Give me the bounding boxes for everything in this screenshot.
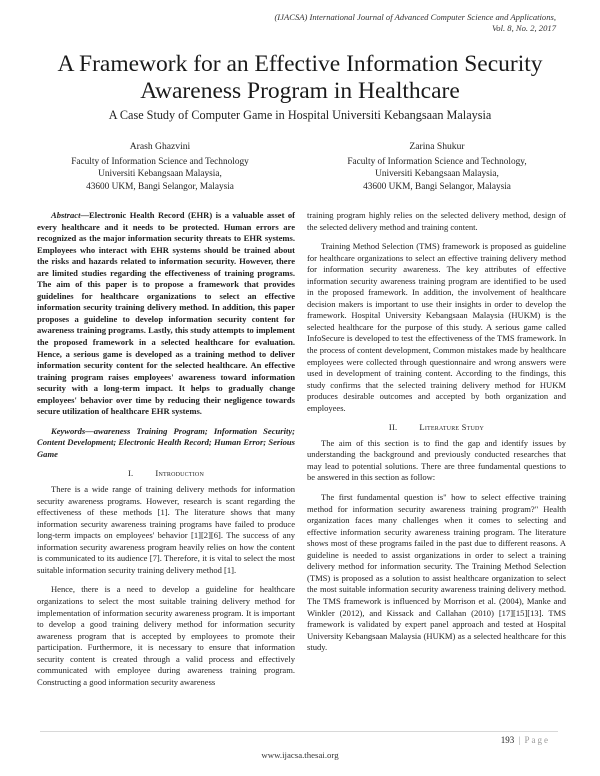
paragraph: The aim of this section is to find the gap and identify issues by understanding the background and previously conducted researches that may lead to potential solutions. There are three fundamental questions to be answered in this section as follow:: [307, 437, 566, 483]
author-affiliation: 43600 UKM, Bangi Selangor, Malaysia: [363, 181, 511, 192]
paragraph: The first fundamental question is" how to select effective training method for information security awareness training program?" Health organization faces many challenges when it comes to selecting and effective information security awareness training program. The literature shows most of these programs failed in the past due to different reasons. A guideline is needed to assist organizations in order to select a training delivery method for information security. The Training Method Selection (TMS) is proposed as a solution to assist healthcare organization to select the most suitable information security awareness training delivery method. The TMS framework is influenced by Morrison et al. (2004), Manke and Winkler (2012), and Kissack and Callahan (2010) [17][15][13]. TMS framework is validated by expert panel approach and tested at Hospital University Kebangsaan Malaysia (HUKM) as a selected healthcare for this study.: [307, 492, 566, 653]
abstract-dash: —: [80, 210, 89, 220]
author-name: Zarina Shukur: [409, 141, 465, 152]
footer-divider: [40, 731, 558, 732]
paper-title: [0, 51, 600, 105]
paragraph: Hence, there is a need to develop a guideline for healthcare organizations to select the most suitable training delivery method for implementation of information security awareness program. It is important to develop a good training delivery method for information security awareness program that is accepted by employees to promote their participation. Furthermore, it is necessary to ensure that information security content is created through a valid process and effectively communicated with employee during awareness training program. Constructing a good information security awareness: [37, 584, 295, 687]
section-number: I.: [127, 468, 134, 479]
running-header: [136, 12, 556, 34]
journal-name: (IJACSA) International Journal of Advanced Computer Science and Applications,: [274, 12, 556, 22]
paragraph: There is a wide range of training delivery methods for information security awareness programs. However, research is scant regarding the effectiveness of these methods [1]. The literature shows that many information security awareness training programs have failed to produce long-term impacts on employees' behavior [1][2][6]. The success of any information security awareness program heavily relies on how the content is communicated to its audience [7]. Therefore, it is vital to select the most suitable information security training delivery method [1].: [37, 484, 295, 575]
abstract-text: Electronic Health Record (EHR) is a valuable asset of every healthcare and it needs to be protected. Human errors are recognized as the major information security threats to EHR systems. Employees who interact with EHR systems should be trained about the risks and hazards related to information security. However, there are limited studies regarding the effectiveness of training programs. The aim of this paper is to propose a framework that provides guidelines for healthcare organizations to select an effective information security training delivery method. In addition, this paper proposes a guideline to develop information security content for awareness training programs. Lastly, this study attempts to implement the proposed framework in a selected healthcare for evaluation. Hence, a serious game is developed as a training method to deliver information security content for the selected healthcare. An effective training program raises employees' awareness toward information security with a long-term impact. It helps to gradually change employees' behavior over time by reducing their negligence towards secure utilization of healthcare EHR systems.: [37, 210, 295, 417]
author-affiliation: Universiti Kebangsaan Malaysia,: [375, 169, 499, 180]
abstract: [37, 210, 295, 418]
paper-subtitle: A Case Study of Computer Game in Hospital Universiti Kebangsaan Malaysia: [108, 108, 492, 122]
keywords: Keywords—awareness Training Program; Information Security; Content Development; Electronic Health Record; Human Error; Serious Game: [37, 425, 295, 459]
author-block-1: [25, 141, 295, 193]
journal-volume: Vol. 8, No. 2, 2017: [492, 23, 556, 33]
paragraph: Training Method Selection (TMS) framework is proposed as guideline for healthcare organizations to select an effective training delivery method for information security awareness. The key attributes of effective information security awareness training program are identified to be used in the proposed framework. In addition, the involvement of healthcare decision makers is important to use their insights in order to develop the framework. Hospital University Kebangsaan Malaysia (HUKM) is the selected healthcare for the purpose of this study. A serious game called InfoSecure is developed to test the effectiveness of the TMS framework. In the process of content development, Common mistakes made by healthcare employees were collected through questionnaire and wrong answers were used in development of training content. According to the findings, this study confirms that the selected training delivery method for HUKM produces desirable outcomes and accepted by both organization and employees.: [307, 241, 566, 413]
abstract-label: Abstract: [51, 210, 81, 220]
author-affiliation: Faculty of Information Science and Technology,: [347, 157, 527, 168]
author-affiliation: 43600 UKM, Bangi Selangor, Malaysia: [86, 181, 234, 192]
section-title: Literature Study: [419, 422, 485, 433]
page-separator: |: [518, 735, 521, 745]
author-block-2: [302, 141, 572, 193]
section-number: II.: [388, 422, 398, 433]
paragraph: training program highly relies on the selected delivery method, design of the selected delivery method and training content.: [307, 210, 566, 232]
author-affiliation: Universiti Kebangsaan Malaysia,: [98, 169, 222, 180]
footer-url[interactable]: www.ijacsa.thesai.org: [261, 750, 339, 760]
section-heading-literature-study: [307, 422, 566, 434]
page-label: Page: [524, 735, 550, 745]
right-column: [307, 210, 566, 662]
title-line-2: Awareness Program in Healthcare: [140, 78, 460, 104]
section-heading-introduction: [37, 468, 295, 480]
page-number-value: 193: [500, 735, 515, 745]
author-name: Arash Ghazvini: [129, 141, 191, 152]
section-title: Introduction: [155, 468, 204, 479]
page-number: [501, 735, 550, 745]
title-line-1: A Framework for an Effective Information Security: [57, 51, 543, 77]
left-column: [37, 210, 295, 696]
author-affiliation: Faculty of Information Science and Technology: [71, 157, 249, 168]
